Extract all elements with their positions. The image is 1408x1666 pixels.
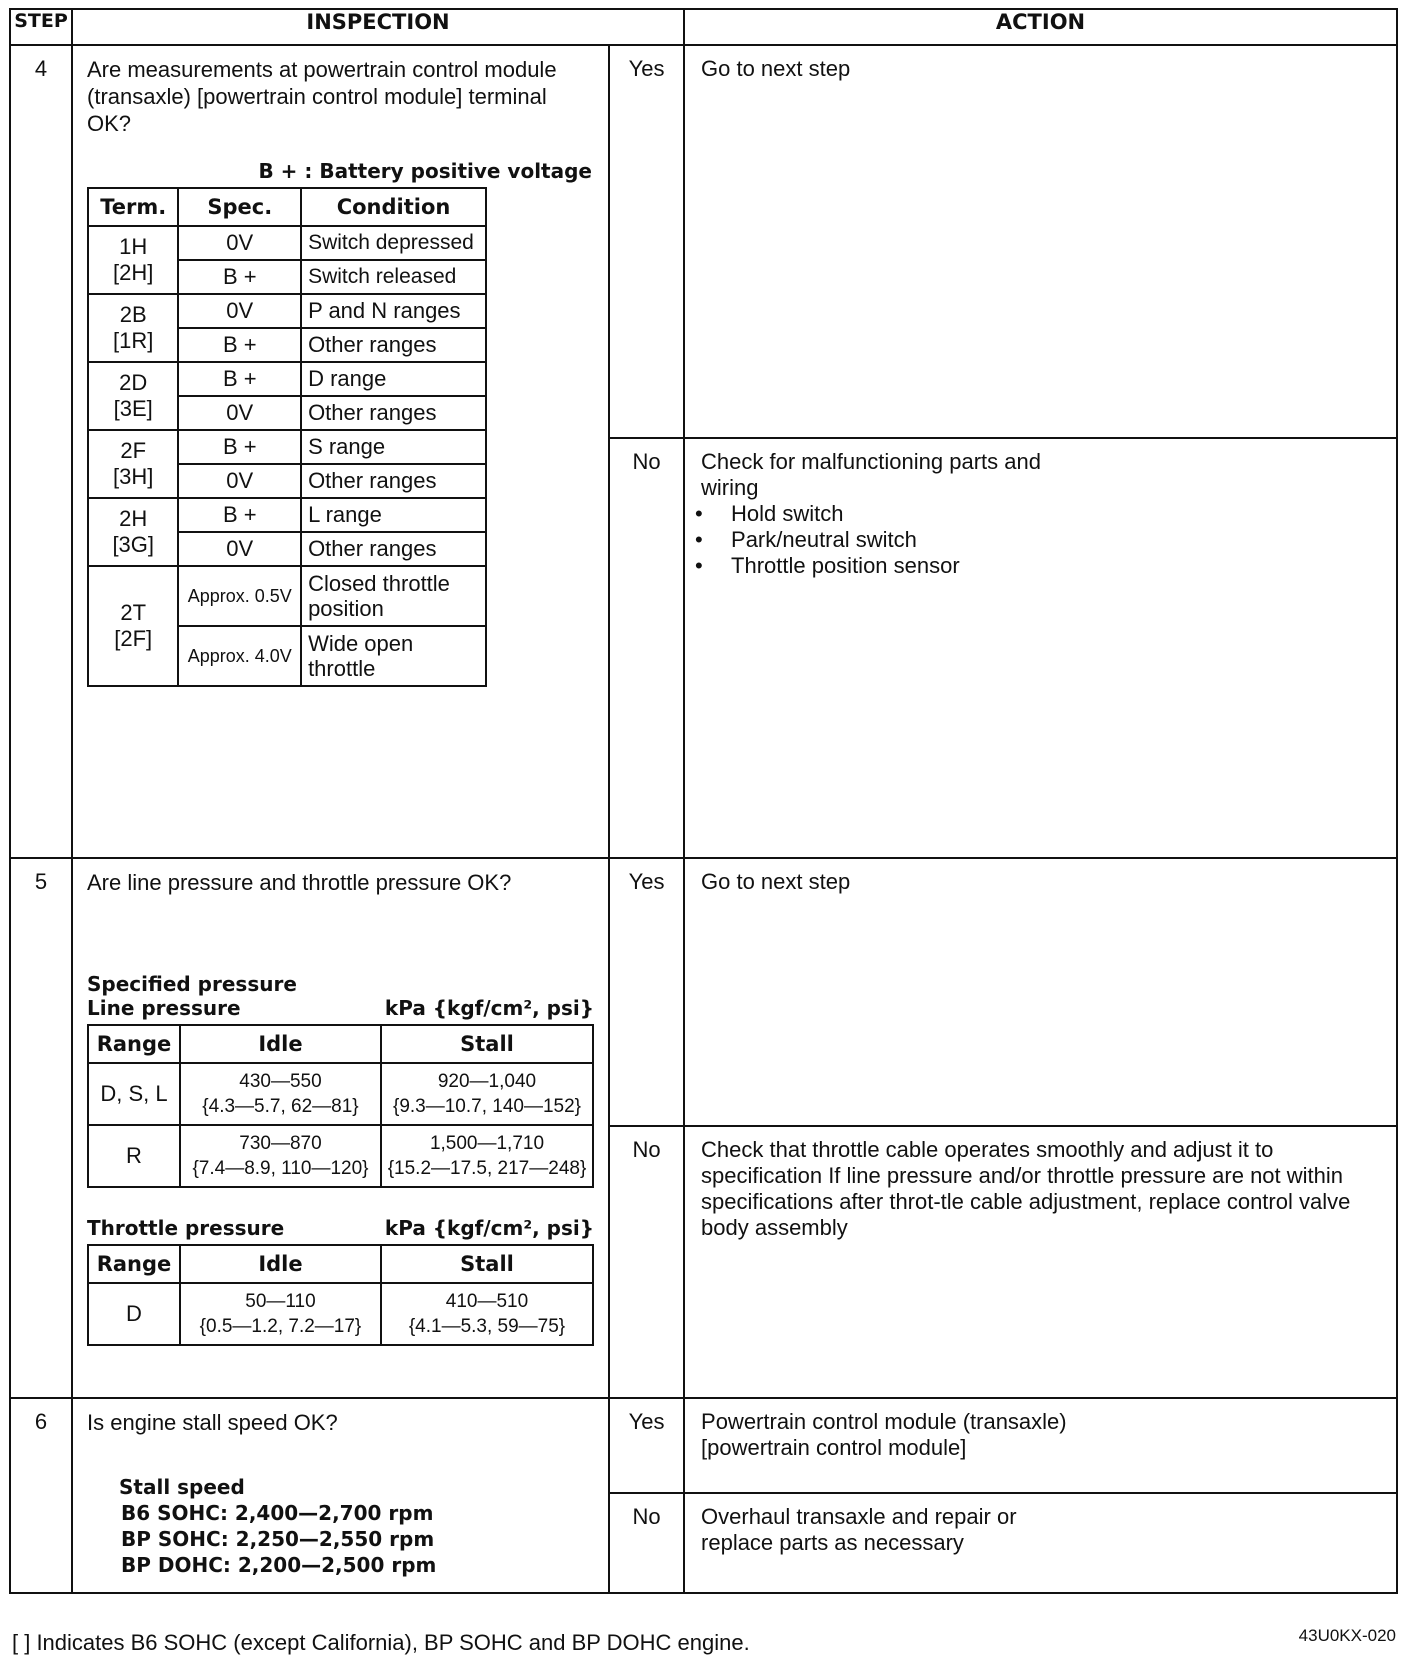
terminal-table bbox=[87, 187, 487, 687]
spec-cell: Approx. 4.0V bbox=[178, 626, 301, 686]
idle-header: Idle bbox=[180, 1025, 381, 1063]
stall-kpa: 1,500—1,710 bbox=[429, 1133, 545, 1154]
spec-cell: 0V bbox=[178, 396, 301, 430]
step-6-inspection bbox=[72, 1398, 609, 1593]
step-number: 6 bbox=[10, 1398, 72, 1593]
step-4-yes-row bbox=[10, 45, 1397, 438]
condition-cell: S range bbox=[301, 430, 486, 464]
no-label: No bbox=[609, 438, 684, 858]
table-row bbox=[88, 1283, 593, 1345]
condition-cell: Other ranges bbox=[301, 464, 486, 498]
spec-cell: 0V bbox=[178, 532, 301, 566]
stall-header: Stall bbox=[381, 1245, 593, 1283]
condition-cell: Wide open throttle bbox=[301, 626, 486, 686]
table-row bbox=[88, 1063, 593, 1125]
range-cell: R bbox=[88, 1125, 180, 1187]
stall-alt: {4.1—5.3, 59—75} bbox=[408, 1316, 566, 1337]
document-code: 43U0KX-020 bbox=[1298, 1626, 1396, 1645]
terminal-cell bbox=[88, 430, 178, 498]
list-item: • Throttle position sensor bbox=[715, 553, 1380, 579]
unit-label: kPa {kgf/cm², psi} bbox=[384, 1216, 594, 1240]
no-action: Check that throttle cable operates smoothly and adjust it to specification If line pressure and/or throttle pressure are not within specifications after throt-tle cable adjustment, replace control valve body assembly bbox=[684, 1126, 1397, 1398]
table-header-row bbox=[88, 1025, 593, 1063]
terminal-table-header bbox=[88, 188, 486, 226]
stall-cell bbox=[381, 1063, 593, 1125]
terminal-alt: [2F] bbox=[114, 626, 153, 651]
yes-label: Yes bbox=[609, 45, 684, 438]
terminal-cell bbox=[88, 498, 178, 566]
spec-cell: B + bbox=[178, 260, 301, 294]
header-action: ACTION bbox=[684, 9, 1397, 45]
terminal-alt: [3E] bbox=[113, 396, 153, 421]
condition-cell: Other ranges bbox=[301, 532, 486, 566]
terminal-cell bbox=[88, 362, 178, 430]
step-6-yes-row bbox=[10, 1398, 1397, 1493]
table-row bbox=[88, 294, 486, 328]
stall-line: BP DOHC: 2,200—2,500 rpm bbox=[121, 1553, 437, 1577]
condition-header: Condition bbox=[301, 188, 486, 226]
condition-cell: P and N ranges bbox=[301, 294, 486, 328]
terminal-id: 2H bbox=[119, 506, 148, 531]
yes-label: Yes bbox=[609, 858, 684, 1126]
line-pressure-table bbox=[87, 1024, 594, 1188]
throttle-pressure-table bbox=[87, 1244, 594, 1346]
stall-title: Stall speed bbox=[119, 1475, 245, 1499]
terminal-alt: [2H] bbox=[113, 260, 154, 285]
step-question: Are measurements at powertrain control module (transaxle) [powertrain control module] terminal OK? bbox=[87, 57, 557, 136]
step-5-yes-row bbox=[10, 858, 1397, 1126]
stall-cell bbox=[381, 1283, 593, 1345]
yes-label: Yes bbox=[609, 1398, 684, 1493]
range-cell: D, S, L bbox=[88, 1063, 180, 1125]
stall-cell bbox=[381, 1125, 593, 1187]
yes-action-text: Powertrain control module (transaxle) [powertrain control module] bbox=[701, 1409, 1067, 1460]
table-row bbox=[88, 566, 486, 626]
terminal-cell bbox=[88, 294, 178, 362]
idle-header: Idle bbox=[180, 1245, 381, 1283]
throttle-title: Throttle pressure bbox=[87, 1216, 285, 1240]
throttle-pressure-heading bbox=[87, 1216, 594, 1240]
step-question: Is engine stall speed OK? bbox=[87, 1410, 338, 1435]
yes-action bbox=[684, 1398, 1397, 1493]
terminal-id: 2F bbox=[120, 438, 147, 463]
troubleshooting-table bbox=[9, 8, 1398, 1594]
table-row bbox=[88, 498, 486, 532]
parts-list bbox=[701, 501, 1380, 579]
footnote: [ ] Indicates B6 SOHC (except California), BP SOHC and BP DOHC engine. bbox=[12, 1630, 750, 1655]
terminal-cell bbox=[88, 566, 178, 686]
idle-alt: {4.3—5.7, 62—81} bbox=[202, 1096, 359, 1117]
idle-kpa: 430—550 bbox=[239, 1071, 322, 1092]
condition-cell: Other ranges bbox=[301, 396, 486, 430]
spec-cell: 0V bbox=[178, 294, 301, 328]
no-action-cell bbox=[684, 438, 1397, 858]
stall-kpa: 410—510 bbox=[445, 1291, 529, 1312]
terminal-alt: [3G] bbox=[112, 532, 155, 557]
table-row bbox=[88, 1125, 593, 1187]
terminal-alt: [3H] bbox=[113, 464, 154, 489]
range-header: Range bbox=[88, 1025, 180, 1063]
idle-alt: {0.5—1.2, 7.2—17} bbox=[199, 1316, 362, 1337]
step-5-inspection bbox=[72, 858, 609, 1398]
table-header-row bbox=[88, 1245, 593, 1283]
header-step: STEP bbox=[10, 9, 72, 45]
spec-cell: Approx. 0.5V bbox=[178, 566, 301, 626]
idle-kpa: 50—110 bbox=[245, 1291, 316, 1312]
terminal-id: 2D bbox=[119, 370, 148, 395]
stall-alt: {9.3—10.7, 140—152} bbox=[392, 1096, 582, 1117]
header-inspection: INSPECTION bbox=[72, 9, 684, 45]
bplus-note: B + : Battery positive voltage bbox=[258, 159, 592, 183]
condition-cell: D range bbox=[301, 362, 486, 396]
stall-line: B6 SOHC: 2,400—2,700 rpm bbox=[121, 1501, 434, 1525]
spec-cell: B + bbox=[178, 498, 301, 532]
step-question: Are line pressure and throttle pressure OK? bbox=[87, 870, 512, 895]
no-label: No bbox=[609, 1493, 684, 1593]
terminal-id: 1H bbox=[119, 234, 148, 259]
table-row bbox=[88, 430, 486, 464]
line-pressure-heading bbox=[87, 996, 594, 1020]
idle-cell bbox=[180, 1283, 381, 1345]
idle-cell bbox=[180, 1063, 381, 1125]
step-number: 5 bbox=[10, 858, 72, 1398]
spec-cell: B + bbox=[178, 362, 301, 396]
spec-cell: 0V bbox=[178, 226, 301, 260]
terminal-alt: [1R] bbox=[113, 328, 154, 353]
stall-header: Stall bbox=[381, 1025, 593, 1063]
no-label: No bbox=[609, 1126, 684, 1398]
condition-cell: Closed throttle position bbox=[301, 566, 486, 626]
stall-speed-block bbox=[73, 1436, 608, 1578]
condition-cell: Other ranges bbox=[301, 328, 486, 362]
table-row bbox=[88, 226, 486, 260]
terminal-id: 2B bbox=[119, 302, 147, 327]
term-header: Term. bbox=[88, 188, 178, 226]
yes-action: Go to next step bbox=[684, 858, 1397, 1126]
no-action: Check for malfunctioning parts and wiring bbox=[701, 449, 1041, 500]
idle-kpa: 730—870 bbox=[239, 1133, 322, 1154]
spec-header: Spec. bbox=[178, 188, 301, 226]
step-number: 4 bbox=[10, 45, 72, 858]
terminal-id: 2T bbox=[120, 600, 147, 625]
spec-cell: B + bbox=[178, 430, 301, 464]
stall-kpa: 920—1,040 bbox=[437, 1071, 537, 1092]
stall-alt: {15.2—17.5, 217—248} bbox=[387, 1158, 587, 1179]
spec-title: Specified pressure bbox=[87, 972, 297, 996]
no-action-text: Overhaul transaxle and repair or replace parts as necessary bbox=[701, 1504, 1017, 1555]
idle-cell bbox=[180, 1125, 381, 1187]
table-row bbox=[88, 362, 486, 396]
condition-cell: Switch released bbox=[301, 260, 486, 294]
condition-cell: L range bbox=[301, 498, 486, 532]
list-item: • Hold switch bbox=[715, 501, 1380, 527]
idle-alt: {7.4—8.9, 110—120} bbox=[192, 1158, 369, 1179]
spec-cell: B + bbox=[178, 328, 301, 362]
stall-line: BP SOHC: 2,250—2,550 rpm bbox=[121, 1527, 435, 1551]
pressure-spec-block bbox=[73, 896, 608, 1346]
condition-cell: Switch depressed bbox=[301, 226, 486, 260]
terminal-cell bbox=[88, 226, 178, 294]
range-cell: D bbox=[88, 1283, 180, 1345]
unit-label: kPa {kgf/cm², psi} bbox=[384, 996, 594, 1020]
list-item: • Park/neutral switch bbox=[715, 527, 1380, 553]
no-action bbox=[684, 1493, 1397, 1593]
spec-cell: 0V bbox=[178, 464, 301, 498]
table-header-row bbox=[10, 9, 1397, 45]
yes-action: Go to next step bbox=[684, 45, 1397, 438]
step-4-inspection bbox=[72, 45, 609, 858]
line-title: Line pressure bbox=[87, 996, 241, 1020]
range-header: Range bbox=[88, 1245, 180, 1283]
